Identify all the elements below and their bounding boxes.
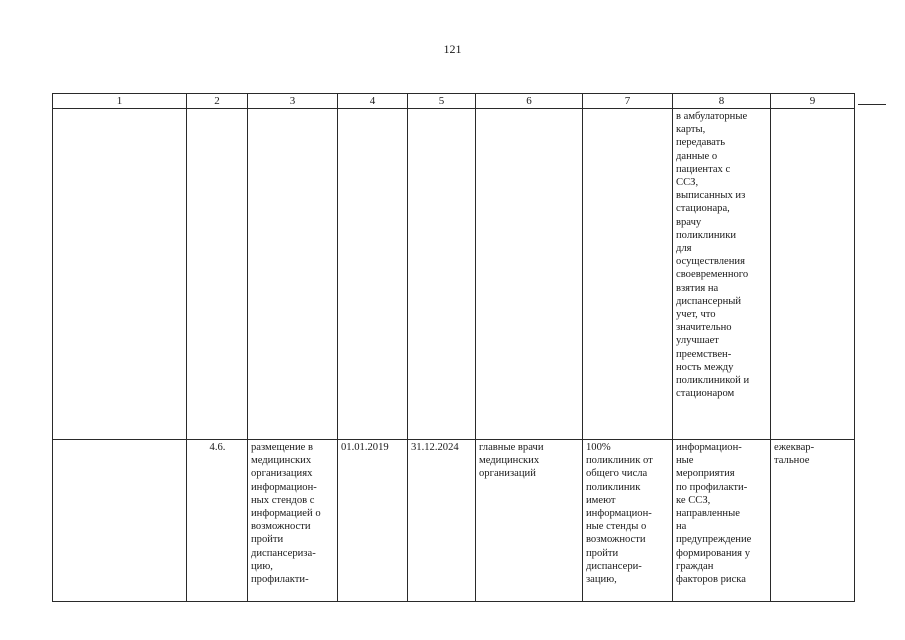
frequency-cell: ежеквар- тальное (771, 440, 855, 602)
start-date-cell: 01.01.2019 (338, 440, 408, 602)
table-row (53, 109, 855, 440)
table-header-row (53, 94, 855, 109)
table-cell (476, 109, 583, 440)
responsible-cell: главные врачи медицинских организаций (476, 440, 583, 602)
column-header: 6 (476, 94, 583, 109)
table-cell (248, 109, 338, 440)
table-cell (771, 109, 855, 440)
column-header: 5 (408, 94, 476, 109)
column-header: 8 (673, 94, 771, 109)
table-cell (338, 109, 408, 440)
column-header: 3 (248, 94, 338, 109)
column-header: 9 (771, 94, 855, 109)
end-date-cell: 31.12.2024 (408, 440, 476, 602)
table-cell (53, 440, 187, 602)
column-header: 4 (338, 94, 408, 109)
plan-table (52, 93, 855, 602)
column-header: 1 (53, 94, 187, 109)
page-number: 121 (443, 42, 462, 56)
table-cell (408, 109, 476, 440)
indicator-cell: 100% поликлиник от общего числа поликлиник имеют информацион- ные стенды о возможности пройти диспансери- зацию, (583, 440, 673, 602)
column-header: 7 (583, 94, 673, 109)
table-cell (583, 109, 673, 440)
table-cell (187, 109, 248, 440)
results-cell: в амбулаторные карты, передавать данные о пациентах с ССЗ, выписанных из стационара, врачу поликлиники для осуществления своевременного взятия на диспансерный учет, что значительно улучшает преемствен- ность между поликлиникой и стационаром (673, 109, 771, 440)
item-number-cell: 4.6. (187, 440, 248, 602)
divider (858, 104, 886, 105)
table-cell (53, 109, 187, 440)
table-row (53, 440, 855, 602)
column-header: 2 (187, 94, 248, 109)
activity-cell: размещение в медицинских организациях информацион- ных стендов с информацией о возможности пройти диспансериза- цию, профилакти- (248, 440, 338, 602)
results-cell: информацион- ные мероприятия по профилакти- ке ССЗ, направленные на предупреждение формирования у граждан факторов риска (673, 440, 771, 602)
